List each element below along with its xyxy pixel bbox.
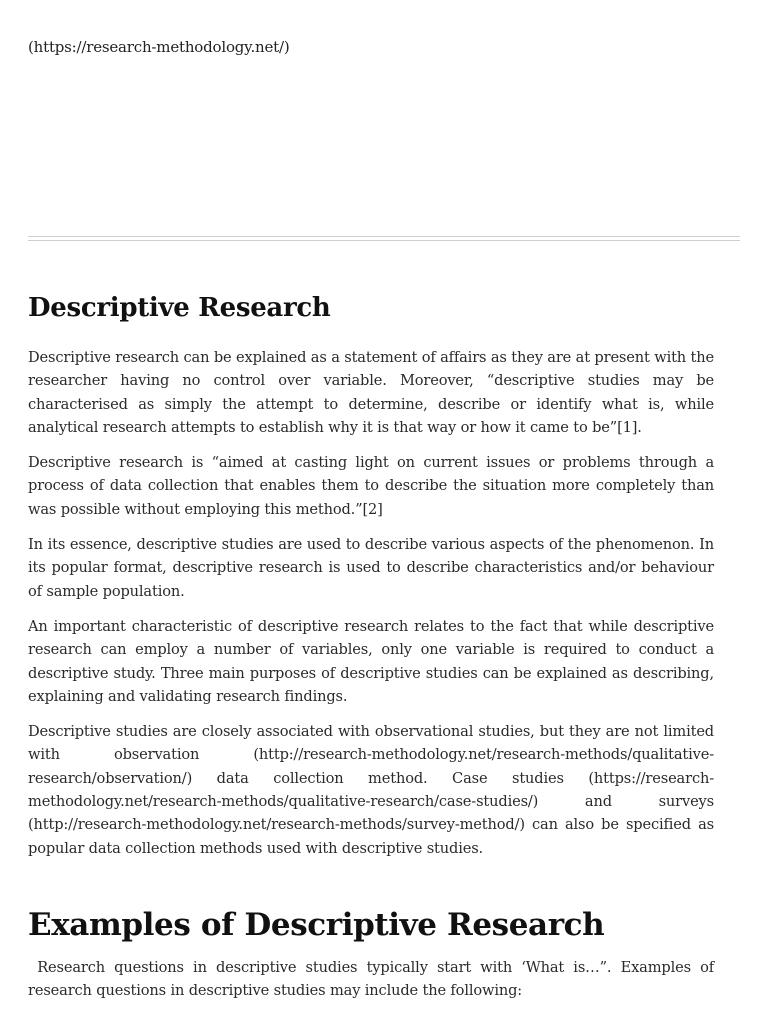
paragraph-essence: In its essence, descriptive studies are used to describe various aspects of the phenomenon. In its popular format, descriptive research is used to describe characteristics and/or behaviour of sample population. [28, 536, 714, 600]
examples-heading: Examples of Descriptive Research [28, 906, 605, 943]
article-body [28, 288, 719, 1003]
paragraph-characteristic: An important characteristic of descriptive research relates to the fact that while descriptive research can employ a number of variables, only one variable is required to conduct a descriptive study. Three main purposes of descriptive studies can be explained as describing, explaining and validating research findings. [28, 617, 714, 705]
examples-intro: Research questions in descriptive studies typically start with ‘What is…”. Examples of research questions in descriptive studies may include the following: [28, 958, 719, 1000]
paragraph-definition: Descriptive research can be explained as a statement of affairs as they are at present with the researcher having no control over variable. Moreover, “descriptive studies may be characterised as simply the attempt to determine, describe or identify what is, while analytical research attempts to establish why it is that way or how it came to be”[1]. [28, 349, 714, 436]
header-divider [28, 236, 740, 241]
article-title: Descriptive Research [28, 293, 331, 323]
site-home-link[interactable]: (https://research-methodology.net/) [28, 38, 290, 56]
paragraph-methods: Descriptive studies are closely associated with observational studies, but they are not limited with observation (http://research-methodology.net/research-methods/qualitative-research/observation/) data collection method. Case studies (https://research-methodology.net/research-methods/qualitative-research/case-studies/) and surveys (http://research-methodology.net/research-methods/survey-method/) can also be specified as popular data collection methods used with descriptive studies. [28, 723, 714, 857]
paragraph-aim: Descriptive research is “aimed at casting light on current issues or problems through a process of data collection that enables them to describe the situation more completely than was possible without employing this method.”[2] [28, 454, 714, 518]
